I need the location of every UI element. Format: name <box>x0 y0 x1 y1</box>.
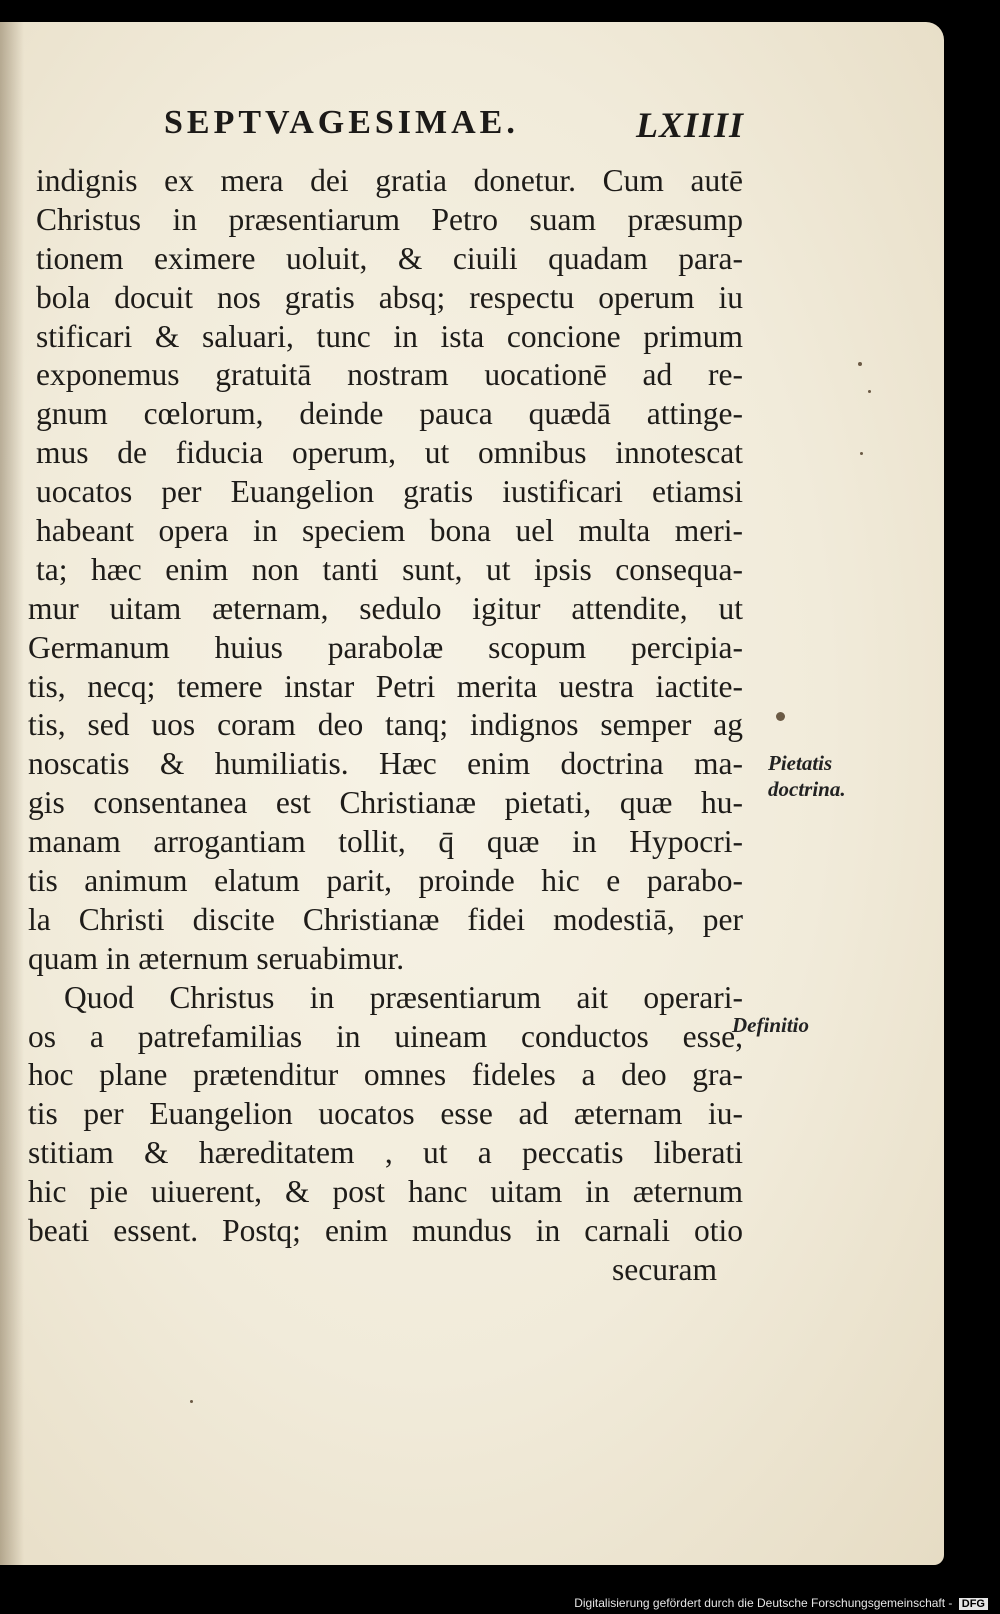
text-line: tis per Euangelion uocatos esse ad æternam iu- <box>28 1096 743 1132</box>
ink-speck <box>858 362 862 366</box>
text-line: uocatos per Euangelion gratis iustificari etiamsi <box>36 474 743 510</box>
text-line: exponemus gratuitā nostram uocationē ad re- <box>36 357 743 393</box>
text-line: noscatis & humiliatis. Hæc enim doctrina ma- <box>28 746 743 782</box>
text-line: tis animum elatum parit, proinde hic e parabo- <box>28 863 743 899</box>
text-line: bola docuit nos gratis absq; respectu operum iu <box>36 279 743 315</box>
text-line: tis, sed uos coram deo tanq; indignos semper ag <box>28 707 743 743</box>
body-text <box>28 162 743 1290</box>
text-line: gnum cœlorum, deinde pauca quædā attinge- <box>36 396 743 432</box>
text-line: gis consentanea est Christianæ pietati, quæ hu- <box>28 785 743 821</box>
dfg-logo: DFG <box>959 1598 988 1610</box>
text-line: stitiam & hæreditatem , ut a peccatis liberati <box>28 1135 743 1171</box>
ink-speck <box>190 1400 193 1403</box>
paragraph-start-line: Quod Christus in præsentiarum ait operari- <box>64 979 743 1015</box>
gutter-shadow <box>0 22 24 1565</box>
text-line: quam in æternum seruabimur. <box>28 940 405 976</box>
text-line: la Christi discite Christianæ fidei modestiā, per <box>28 901 743 937</box>
ink-speck <box>868 390 871 393</box>
text-line: indignis ex mera dei gratia donetur. Cum autē <box>36 163 743 198</box>
text-line: os a patrefamilias in uineam conductos esse, <box>28 1018 743 1054</box>
marginal-note-line: doctrina. <box>768 777 846 801</box>
book-page <box>0 22 944 1565</box>
text-line: Christus in præsentiarum Petro suam præsump <box>36 201 743 237</box>
text-line: hoc plane prætenditur omnes fideles a deo gra- <box>28 1057 743 1093</box>
text-line: Germanum huius parabolæ scopum percipia- <box>28 629 743 665</box>
marginal-note-pietatis <box>768 750 846 802</box>
credit-text: Digitalisierung gefördert durch die Deutsche Forschungsgemeinschaft - <box>574 1596 953 1610</box>
text-line: stificari & saluari, tunc in ista concione primum <box>36 318 743 354</box>
text-line: mus de fiducia operum, ut omnibus innotescat <box>36 435 743 471</box>
marginal-note-definitio: Definitio <box>732 1013 809 1037</box>
running-head <box>164 92 744 152</box>
marginal-note-line: Pietatis <box>768 751 833 775</box>
text-line: tionem eximere uoluit, & ciuili quadam para- <box>36 240 743 276</box>
text-line: habeant opera in speciem bona uel multa meri- <box>36 513 743 549</box>
ink-speck <box>776 712 785 721</box>
running-head-title: SEPTVAGESIMAE. <box>164 104 519 141</box>
text-line: tis, necq; temere instar Petri merita uestra iactite- <box>28 668 743 704</box>
ink-speck <box>860 452 863 455</box>
text-line: ta; hæc enim non tanti sunt, ut ipsis consequa- <box>36 551 743 587</box>
text-line: manam arrogantiam tollit, q̄ quæ in Hypocri- <box>28 824 743 860</box>
catchword: securam <box>612 1251 717 1287</box>
folio-number: LXIIII <box>635 105 744 145</box>
text-line: hic pie uiuerent, & post hanc uitam in æternum <box>28 1174 743 1210</box>
text-line: mur uitam æternam, sedulo igitur attendite, ut <box>28 590 743 626</box>
text-line: beati essent. Postq; enim mundus in carnali otio <box>28 1213 743 1249</box>
digitization-credit <box>574 1596 988 1610</box>
